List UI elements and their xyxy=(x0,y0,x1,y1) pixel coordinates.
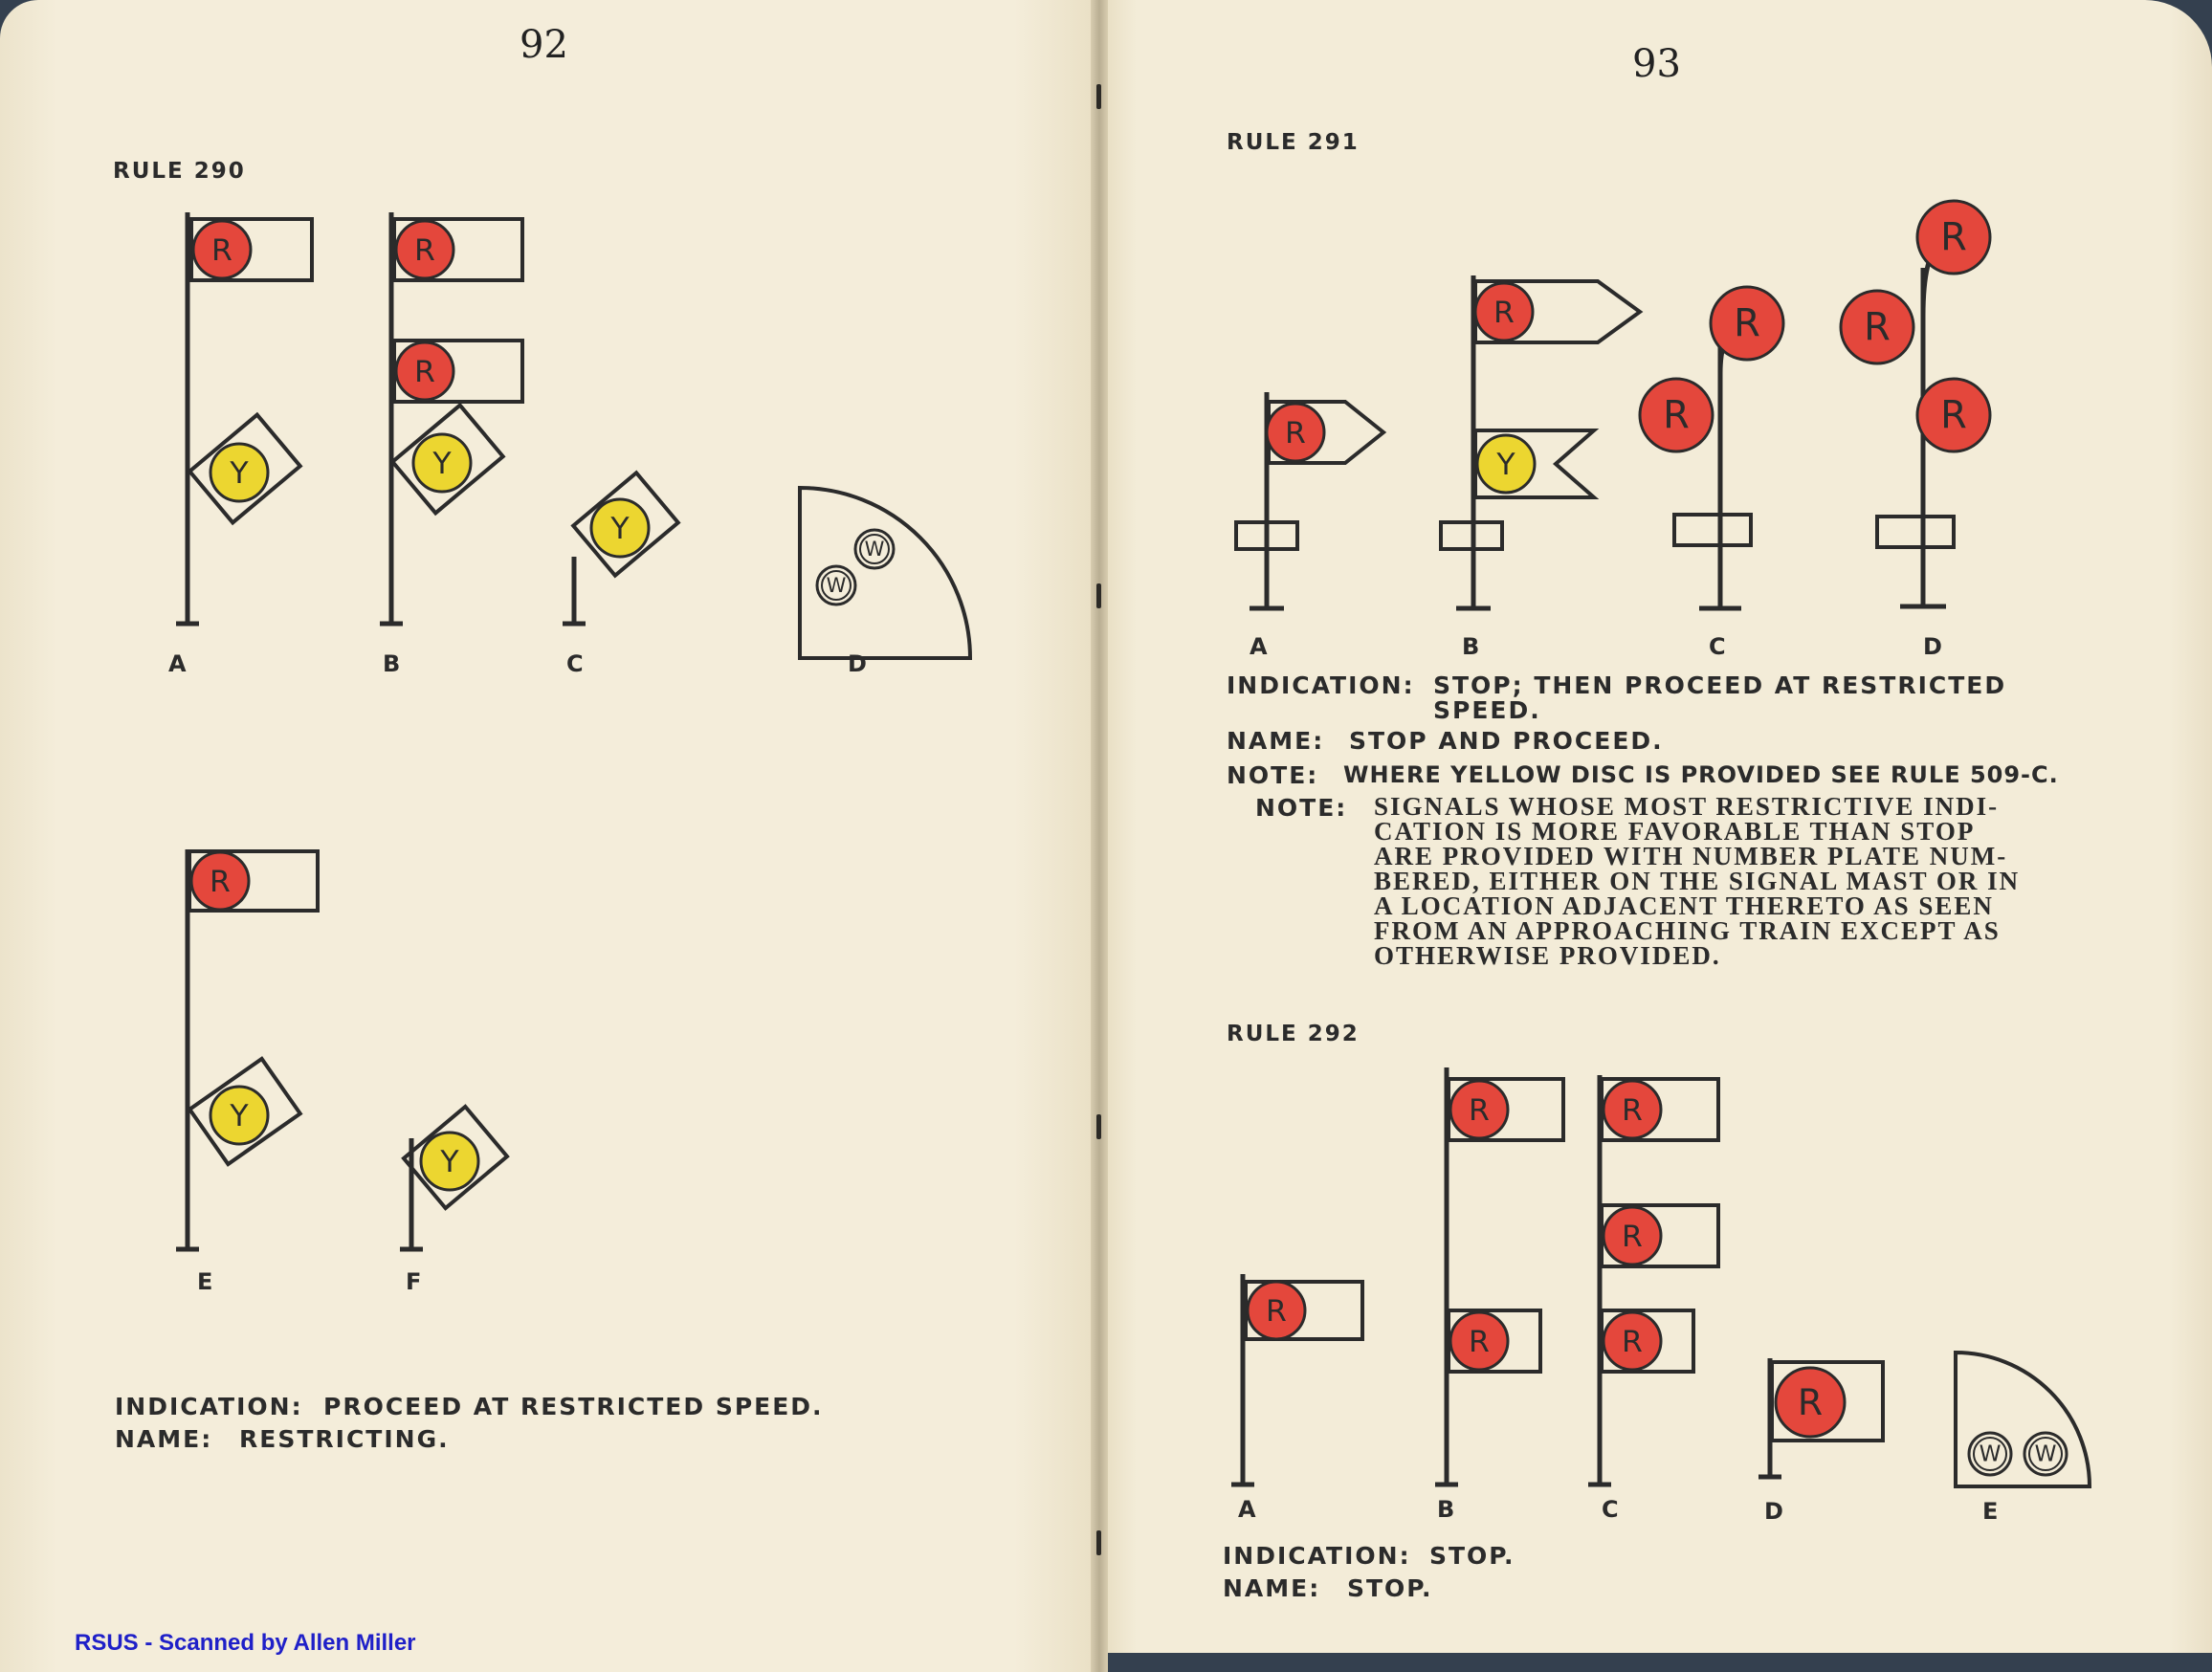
yellow-disc-letter: Y xyxy=(432,446,452,481)
red-disc-letter: R xyxy=(1266,1293,1287,1329)
number-plate xyxy=(1674,515,1751,545)
signal-label-290-c: C xyxy=(566,650,586,677)
rule-291-name: STOP AND PROCEED. xyxy=(1349,727,1664,755)
red-disc-letter: R xyxy=(1469,1324,1490,1359)
rule-290-name-label: NAME: xyxy=(115,1425,213,1453)
red-disc-letter: R xyxy=(1940,393,1967,438)
rule-291-heading: RULE 291 xyxy=(1227,130,1360,155)
red-disc-letter: R xyxy=(1469,1092,1490,1128)
red-disc-letter: R xyxy=(1797,1380,1824,1423)
rule-290-indication-label: INDICATION: xyxy=(115,1393,303,1420)
white-disc-letter: W xyxy=(1979,1441,2002,1467)
yellow-disc-letter: Y xyxy=(1496,447,1515,482)
red-disc-letter: R xyxy=(1493,295,1515,330)
signal-label-290-b: B xyxy=(383,650,403,677)
rule-291-note2-line: ARE PROVIDED WITH NUMBER PLATE NUM- xyxy=(1374,842,2008,870)
page-number-right: 93 xyxy=(1632,42,1681,86)
signal-label-290-f: F xyxy=(406,1268,424,1295)
red-disc-letter: R xyxy=(1734,301,1760,346)
rule-292-indication: STOP. xyxy=(1429,1542,1515,1570)
rule-290-heading: RULE 290 xyxy=(113,159,246,184)
red-disc-letter: R xyxy=(1940,215,1967,260)
rule-291-note2-line: OTHERWISE PROVIDED. xyxy=(1374,941,1721,970)
signal-label-291-a: A xyxy=(1250,633,1270,660)
scan-credit: RSUS - Scanned by Allen Miller xyxy=(75,1630,416,1656)
rule-292-heading: RULE 292 xyxy=(1227,1022,1360,1046)
rule-291-note2-line: SIGNALS WHOSE MOST RESTRICTIVE INDI- xyxy=(1374,792,2000,821)
signal-label-292-d: D xyxy=(1764,1498,1785,1525)
rule-290-name: RESTRICTING. xyxy=(239,1425,450,1453)
signal-label-291-b: B xyxy=(1462,633,1482,660)
quadrant-sign xyxy=(1956,1353,2090,1486)
rule-291-note2-line: BERED, EITHER ON THE SIGNAL MAST OR IN xyxy=(1374,867,2021,895)
rule-291-note2-label: NOTE: xyxy=(1255,794,1348,822)
page-number-left: 92 xyxy=(520,23,568,67)
red-disc-letter: R xyxy=(1864,305,1891,350)
rule-291-note2-line: CATION IS MORE FAVORABLE THAN STOP xyxy=(1374,817,1976,846)
yellow-disc-letter: Y xyxy=(440,1144,459,1179)
red-disc-letter: R xyxy=(1622,1324,1643,1359)
quadrant-sign xyxy=(800,488,970,658)
rule-292-indication-label: INDICATION: xyxy=(1223,1542,1411,1570)
signal-label-291-c: C xyxy=(1709,633,1728,660)
signal-label-292-b: B xyxy=(1437,1496,1457,1523)
red-disc-letter: R xyxy=(414,232,435,268)
red-disc-letter: R xyxy=(1622,1092,1643,1128)
white-disc-letter: W xyxy=(2034,1441,2057,1467)
rule-291-note2-line: A LOCATION ADJACENT THERETO AS SEEN xyxy=(1374,891,1994,920)
red-disc-letter: R xyxy=(1285,415,1306,451)
rule-291-note2-line: FROM AN APPROACHING TRAIN EXCEPT AS xyxy=(1374,916,2001,945)
signal-label-290-d: D xyxy=(848,650,869,677)
red-disc-letter: R xyxy=(210,864,231,899)
signal-label-292-e: E xyxy=(1982,1498,2001,1525)
rule-291-name-label: NAME: xyxy=(1227,727,1325,755)
white-disc-letter: W xyxy=(826,574,847,597)
signal-label-291-d: D xyxy=(1923,633,1944,660)
signal-label-292-a: A xyxy=(1238,1496,1258,1523)
signal-label-292-c: C xyxy=(1602,1496,1621,1523)
red-disc-letter: R xyxy=(414,354,435,389)
red-disc-letter: R xyxy=(1622,1219,1643,1254)
yellow-disc-letter: Y xyxy=(230,455,249,491)
rule-292-name-label: NAME: xyxy=(1223,1574,1321,1602)
red-disc-letter: R xyxy=(1663,393,1690,438)
rule-291-indication-label: INDICATION: xyxy=(1227,671,1415,699)
yellow-disc-letter: Y xyxy=(610,511,630,546)
white-disc-letter: W xyxy=(864,538,885,561)
rule-291-note1: WHERE YELLOW DISC IS PROVIDED SEE RULE 509-C. xyxy=(1343,761,2059,788)
rule-291-note1-label: NOTE: xyxy=(1227,761,1319,789)
rule-292-name: STOP. xyxy=(1347,1574,1433,1602)
signal-label-290-a: A xyxy=(168,650,188,677)
yellow-disc-letter: Y xyxy=(230,1098,249,1133)
red-disc-letter: R xyxy=(211,232,232,268)
signal-label-290-e: E xyxy=(197,1268,215,1295)
rule-291-indication-line2: SPEED. xyxy=(1433,696,1541,724)
number-plate xyxy=(1877,517,1954,547)
rule-290-indication: PROCEED AT RESTRICTED SPEED. xyxy=(323,1393,824,1420)
rule-291-indication-line1: STOP; THEN PROCEED AT RESTRICTED xyxy=(1433,671,2007,699)
